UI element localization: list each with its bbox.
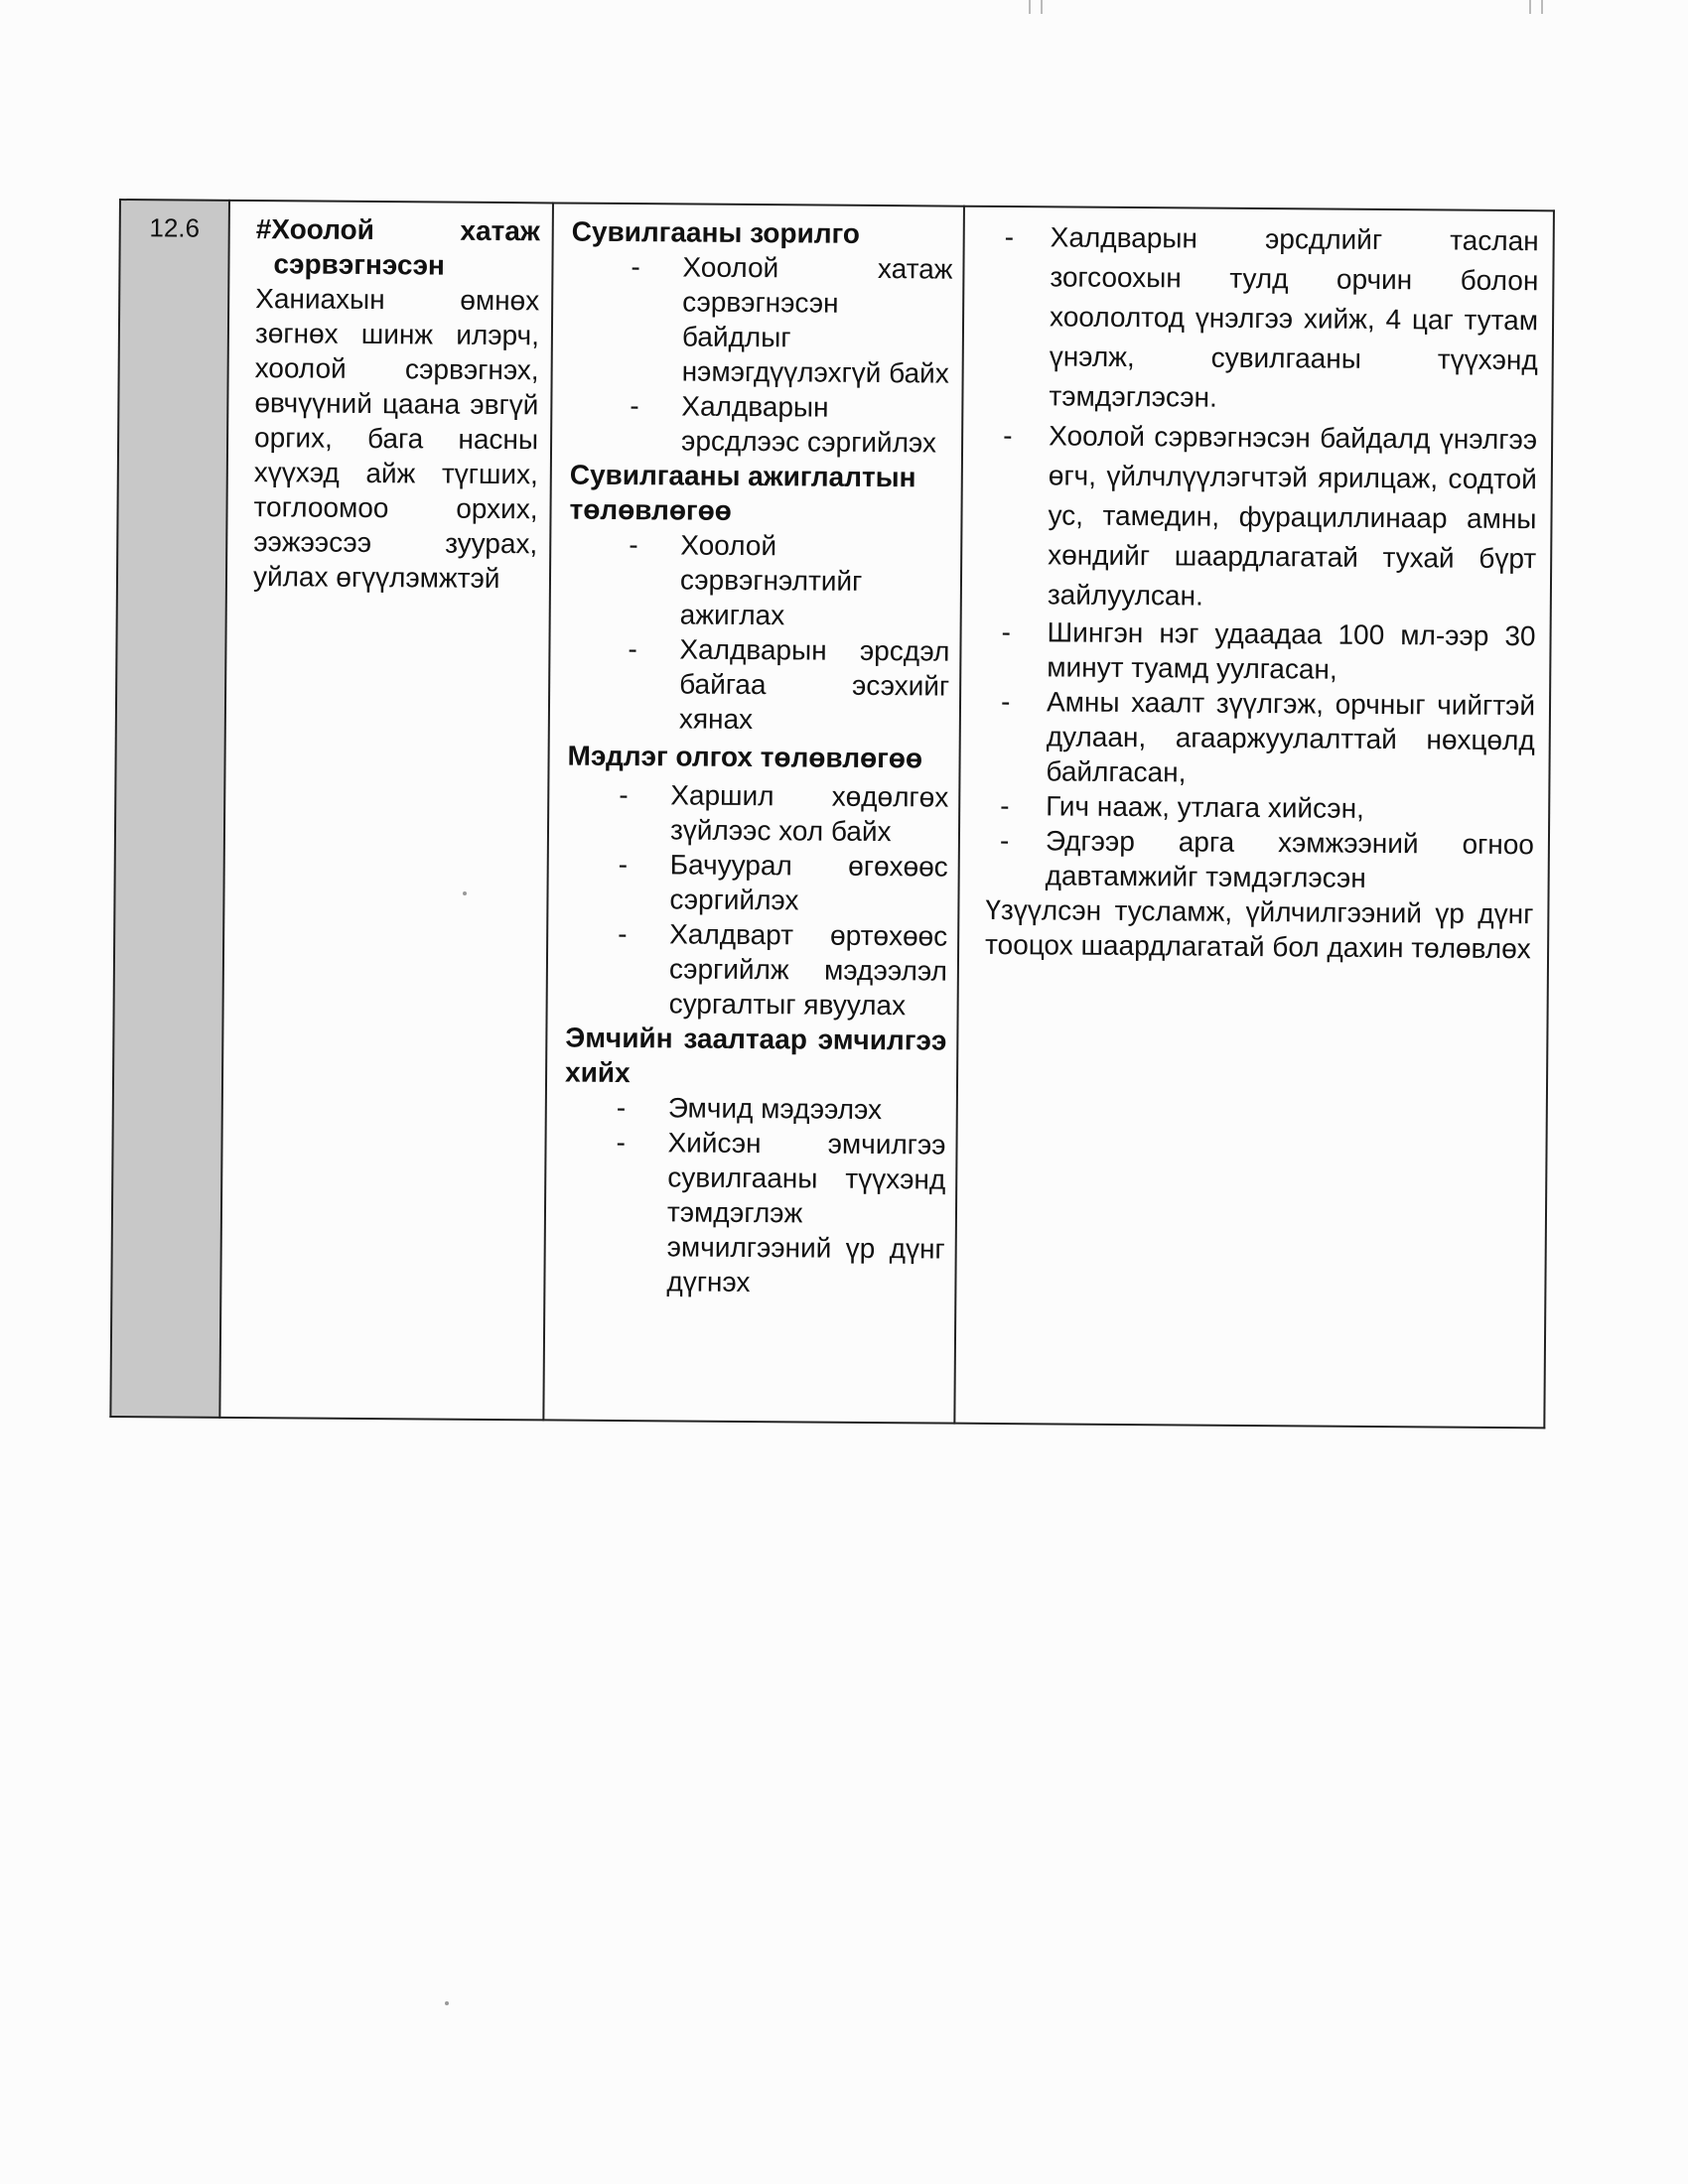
table-row	[110, 200, 1554, 1428]
list-item: - Хийсэн эмчилгээ сувилгааны түүхэнд тэмдэглэж эмчилгээний үр дүнг дүгнэх	[615, 1125, 945, 1301]
list-item: - Гич нааж, утлага хийсэн,	[1000, 788, 1534, 827]
scan-artifact	[1541, 0, 1543, 14]
goal-list	[570, 249, 953, 461]
list-item: - Халдварын эрсдэл байгаа эсэхийг хянах	[628, 631, 950, 739]
list-item: - Халдварын эрсдлээс сэргийлэх	[630, 388, 952, 461]
list-item: - Хоолой сэрвэгнэлтийг ажиглах	[629, 527, 951, 634]
list-item: - Шингэн нэг удаадаа 100 мл-ээр 30 минут туамд уулгасан,	[1001, 614, 1536, 688]
actions-cell	[954, 206, 1554, 1429]
plan-heading-goal: Сувилгааны зорилго	[571, 215, 861, 249]
plan-cell	[543, 203, 964, 1423]
row-number-cell	[110, 200, 229, 1418]
plan-heading-treatment: Эмчийн заалтаар эмчилгээ хийх	[564, 1022, 947, 1089]
diagnosis-title-cont: сэрвэгнэсэн	[273, 248, 446, 281]
list-item: - Эмчид мэдээлэх	[617, 1090, 946, 1128]
plan-heading-education: Мэдлэг олгох төлөвлөгөө	[567, 740, 923, 774]
scan-artifact	[1041, 0, 1043, 14]
diagnosis-description: Ханиахын өмнөх зөгнөх шинж илэрч, хоолой сэрвэгнэх, өвчүүний цаана эвгүй оргих, бага насны хүүхэд айж түгших, тоглоомоо орхих, ээжээсээ зуурах, уйлах өгүүлэмжтэй	[252, 283, 540, 595]
row-number: 12.6	[149, 212, 201, 243]
scan-artifact	[1529, 0, 1531, 14]
list-item: - Хоолой хатаж сэрвэгнэсэн байдлыг нэмэгдүүлэхгүй байх	[631, 249, 953, 391]
list-item: - Хоолой сэрвэгнэсэн байдалд үнэлгээ өгч, үйлчлүүлэгчтэй ярилцаж, содтой ус, тамедин, фурациллинаар амны хөндийг шаардлагатай тухай бүрт зайлуулсан.	[1002, 416, 1538, 618]
observation-list	[568, 527, 951, 739]
list-item: - Эдгээр арга хэмжээний огноо давтамжийг тэмдэглэсэн	[1000, 823, 1535, 896]
education-list	[566, 777, 949, 1024]
diagnosis-cell	[219, 201, 553, 1421]
nursing-care-table	[109, 199, 1555, 1429]
scan-speck	[445, 2001, 449, 2005]
list-item: - Халдварт өртөхөөс сэргийлж мэдээлэл сургалтыг явуулах	[618, 916, 948, 1024]
list-item: - Харшил хөдөлгөх зүйлээс хол байх	[619, 777, 949, 850]
actions-list	[986, 217, 1539, 896]
list-item: - Амны хаалт зүүлгэж, орчныг чийгтэй дулаан, агааржуулалттай нөхцөлд байлгасан,	[1000, 684, 1535, 792]
scan-artifact	[1029, 0, 1031, 14]
evaluation-text: Үзүүлсэн тусламж, үйлчилгээний үр дүнг тооцох шаардлагатай бол дахин төлөвлөх	[985, 893, 1534, 965]
plan-heading-observation: Сувилгааны ажиглалтын төлөвлөгөө	[569, 459, 916, 526]
treatment-list	[563, 1090, 946, 1301]
diagnosis-title: #Хоолой хатаж	[255, 213, 540, 247]
list-item: - Бачуурал өгөхөөс сэргийлэх	[618, 847, 948, 919]
list-item: - Халдварын эрсдлийг таслан зогсоохын тулд орчин болон хоололтод үнэлгээ хийж, 4 цаг тутам үнэлж, сувилгааны түүхэнд тэмдэглэсэн.	[1003, 217, 1539, 420]
